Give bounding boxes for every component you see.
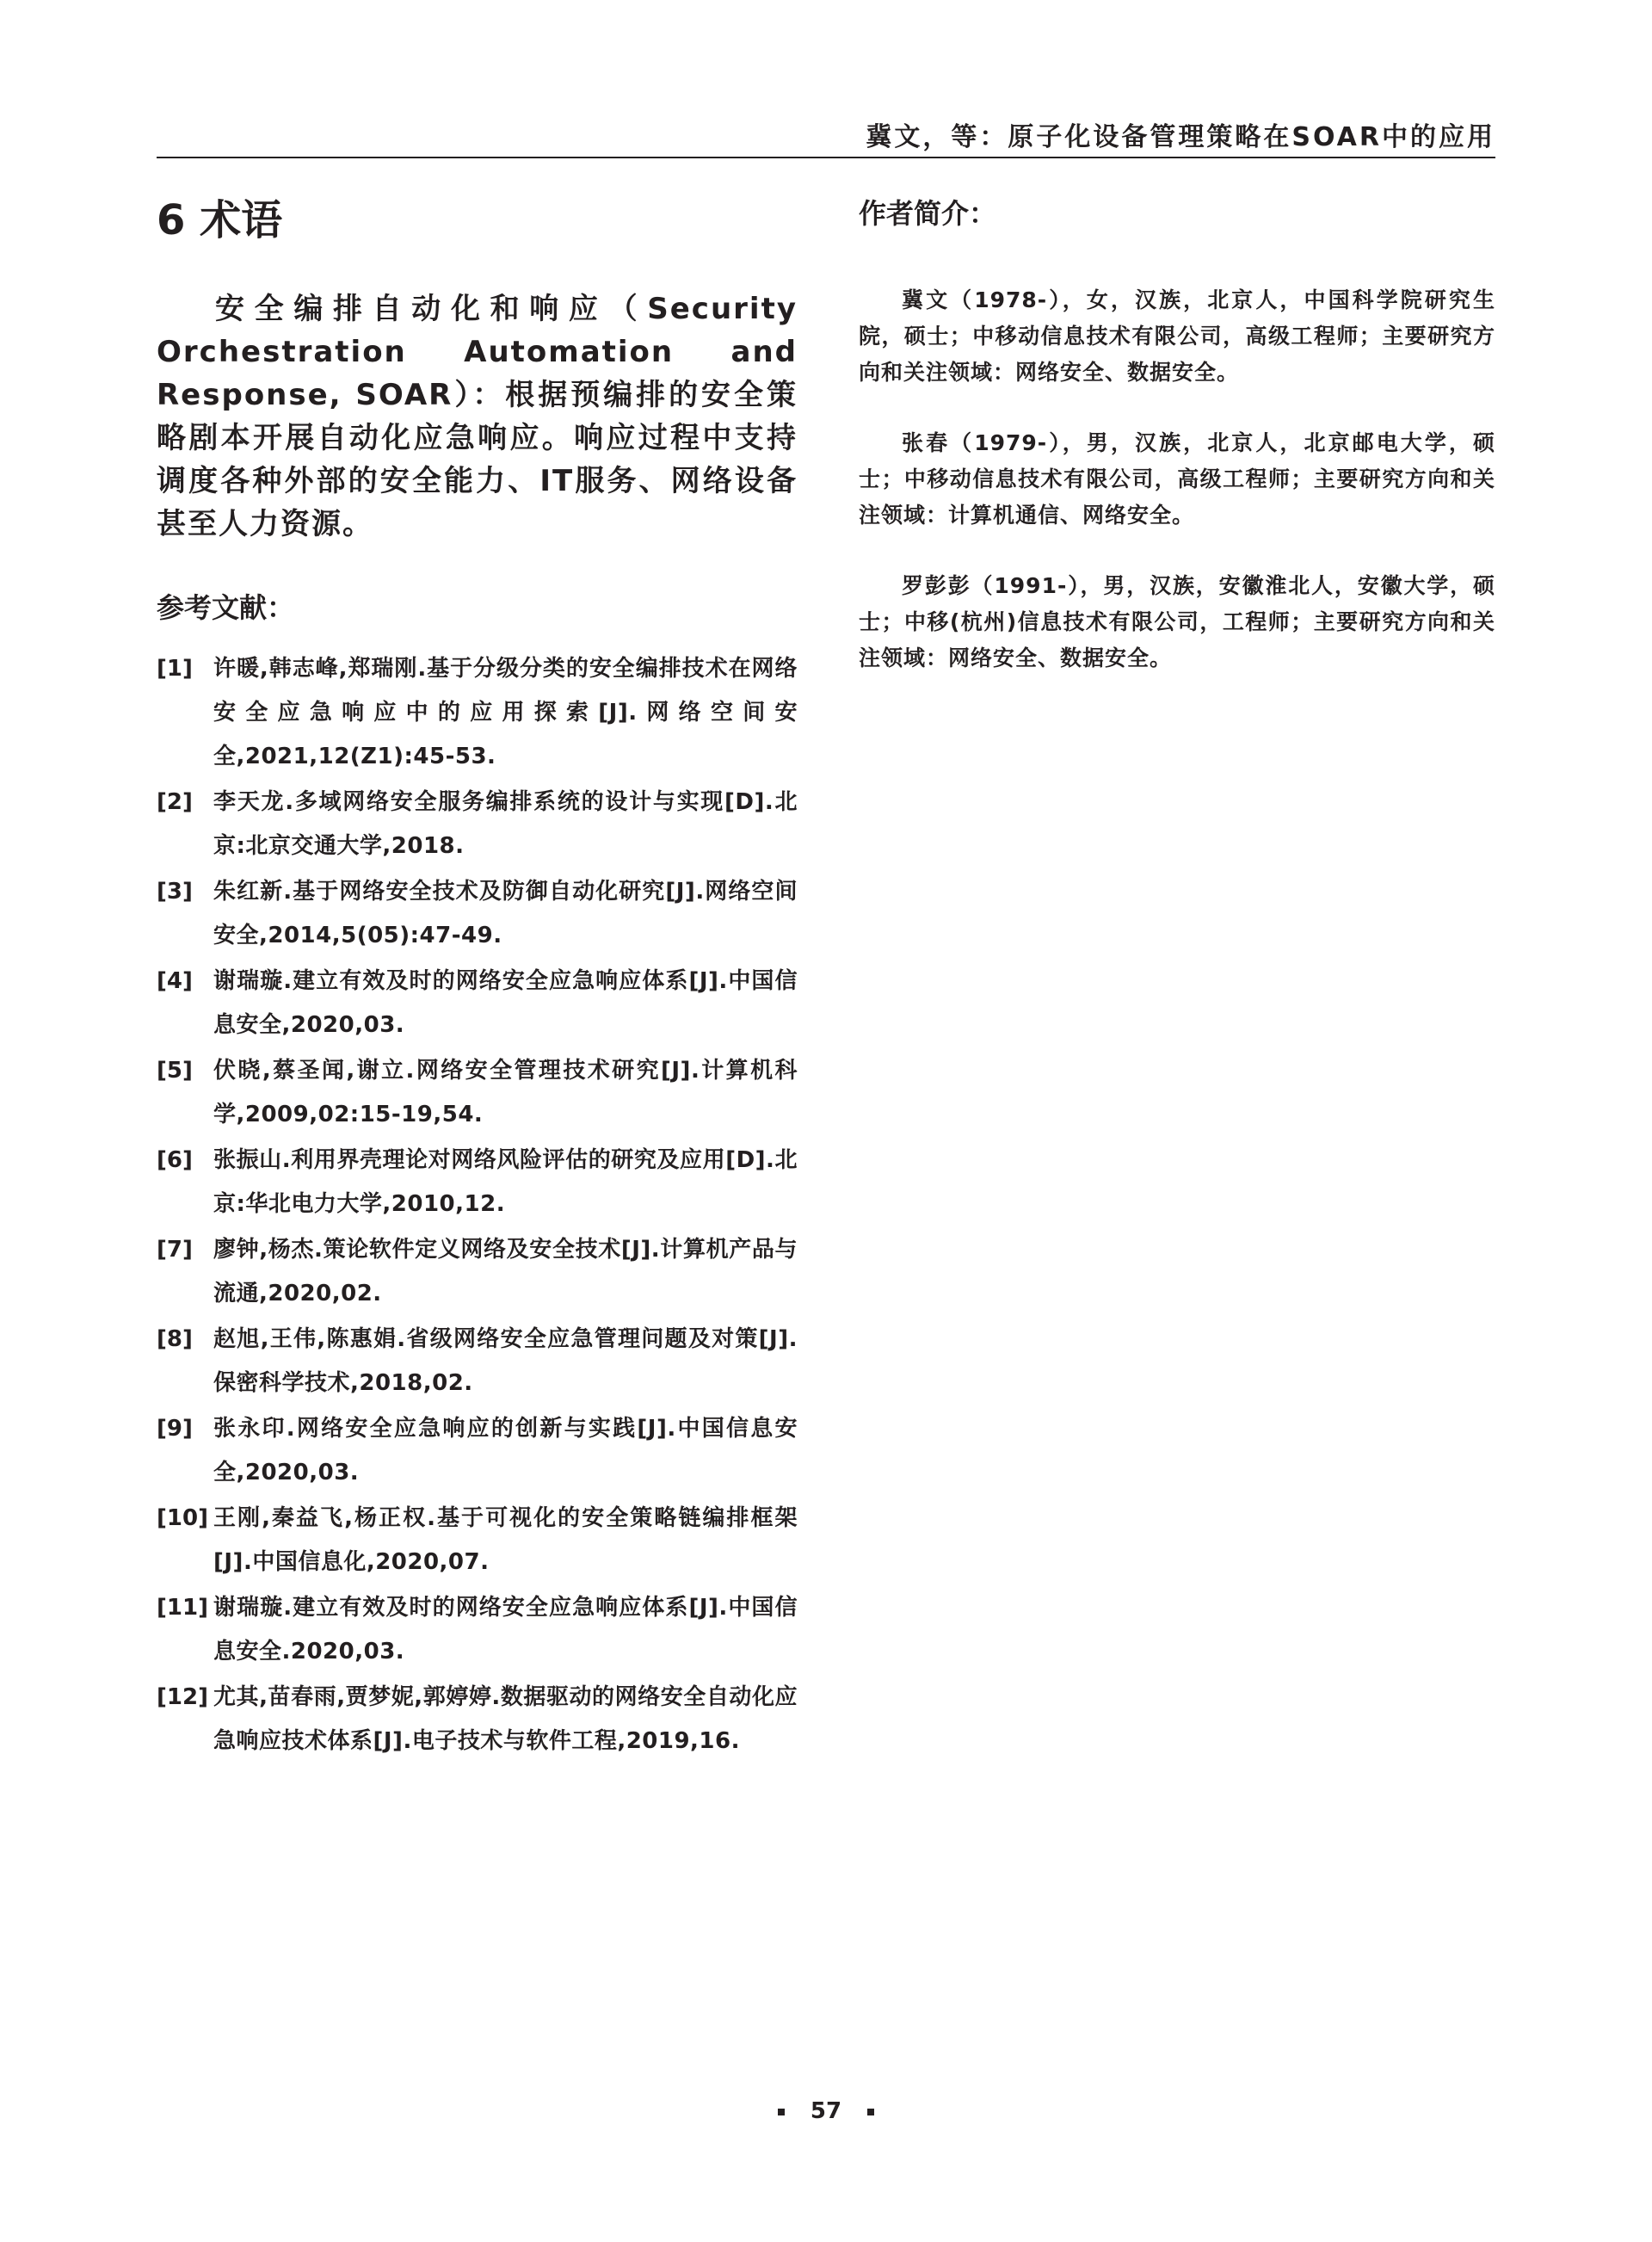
reference-item <box>157 781 798 868</box>
authors-heading: 作者简介： <box>859 197 997 230</box>
references-list <box>157 647 798 1763</box>
reference-text: 张永印.网络安全应急响应的创新与实践[J].中国信息安全,2020,03. <box>213 1416 798 1485</box>
reference-text: 廖钟,杨杰.策论软件定义网络及安全技术[J].计算机产品与流通,2020,02. <box>213 1237 798 1306</box>
page-footer <box>0 2098 1652 2124</box>
reference-item <box>157 1318 798 1405</box>
left-column <box>157 189 798 1765</box>
reference-item <box>157 1407 798 1495</box>
page-number: 57 <box>810 2098 842 2124</box>
reference-number: [3] <box>157 879 193 905</box>
header-rule <box>157 157 1495 158</box>
reference-item <box>157 1228 798 1316</box>
reference-item <box>157 1139 798 1226</box>
author-bio: 冀文（1978-），女，汉族，北京人，中国科学院研究生院，硕士；中移动信息技术有限公司，高级工程师；主要研究方向和关注领域：网络安全、数据安全。 <box>859 287 1495 385</box>
glossary-paragraph: 安全编排自动化和响应（Security Orchestration Automation and Response, SOAR）：根据预编排的安全策略剧本开展自动化应急响应。响应过程中支持调度各种外部的安全能力、IT服务、网络设备甚至人力资源。 <box>157 292 798 541</box>
reference-text: 王刚,秦益飞,杨正权.基于可视化的安全策略链编排框架[J].中国信息化,2020,07. <box>213 1505 798 1575</box>
reference-number: [11] <box>157 1595 208 1621</box>
running-header: 冀文，等：原子化设备管理策略在SOAR中的应用 <box>866 122 1495 152</box>
reference-text: 谢瑞璇.建立有效及时的网络安全应急响应体系[J].中国信息安全,2020,03. <box>213 968 798 1038</box>
reference-text: 张振山.利用界壳理论对网络风险评估的研究及应用[D].北京:华北电力大学,2010,12. <box>213 1147 798 1217</box>
author-bio: 罗彭彭（1991-），男，汉族，安徽淮北人，安徽大学，硕士；中移(杭州)信息技术有限公司，工程师；主要研究方向和关注领域：网络安全、数据安全。 <box>859 573 1495 670</box>
reference-item <box>157 1586 798 1674</box>
reference-text: 谢瑞璇.建立有效及时的网络安全应急响应体系[J].中国信息安全.2020,03. <box>213 1595 798 1665</box>
reference-text: 朱红新.基于网络安全技术及防御自动化研究[J].网络空间安全,2014,5(05):47-49. <box>213 879 798 948</box>
reference-number: [5] <box>157 1058 193 1084</box>
reference-number: [1] <box>157 656 193 682</box>
reference-item <box>157 1676 798 1763</box>
reference-item <box>157 960 798 1047</box>
reference-number: [8] <box>157 1326 193 1352</box>
section-title: 6 术语 <box>157 196 283 244</box>
reference-text: 伏晓,蔡圣闻,谢立.网络安全管理技术研究[J].计算机科学,2009,02:15-19,54. <box>213 1058 798 1127</box>
reference-text: 许暖,韩志峰,郑瑞刚.基于分级分类的安全编排技术在网络安全应急响应中的应用探索[J].网络空间安全,2021,12(Z1):45-53. <box>213 656 798 769</box>
reference-number: [7] <box>157 1237 193 1263</box>
reference-item <box>157 870 798 958</box>
reference-number: [10] <box>157 1505 208 1531</box>
reference-number: [12] <box>157 1684 208 1710</box>
reference-number: [6] <box>157 1147 193 1173</box>
right-column <box>859 189 1495 676</box>
reference-text: 尤其,苗春雨,贾梦妮,郭婷婷.数据驱动的网络安全自动化应急响应技术体系[J].电子技术与软件工程,2019,16. <box>213 1684 798 1754</box>
reference-number: [4] <box>157 968 193 994</box>
reference-text: 李天龙.多域网络安全服务编排系统的设计与实现[D].北京:北京交通大学,2018. <box>213 789 798 859</box>
reference-item <box>157 1049 798 1137</box>
reference-item <box>157 1497 798 1584</box>
reference-number: [2] <box>157 789 193 815</box>
references-heading: 参考文献： <box>157 591 295 624</box>
bullet-icon <box>867 2109 874 2115</box>
bullet-icon <box>778 2109 785 2115</box>
reference-item <box>157 647 798 779</box>
reference-text: 赵旭,王伟,陈惠娟.省级网络安全应急管理问题及对策[J].保密科学技术,2018,02. <box>213 1326 798 1396</box>
reference-number: [9] <box>157 1416 193 1442</box>
author-bio: 张春（1979-），男，汉族，北京人，北京邮电大学，硕士；中移动信息技术有限公司，高级工程师；主要研究方向和关注领域：计算机通信、网络安全。 <box>859 430 1495 528</box>
